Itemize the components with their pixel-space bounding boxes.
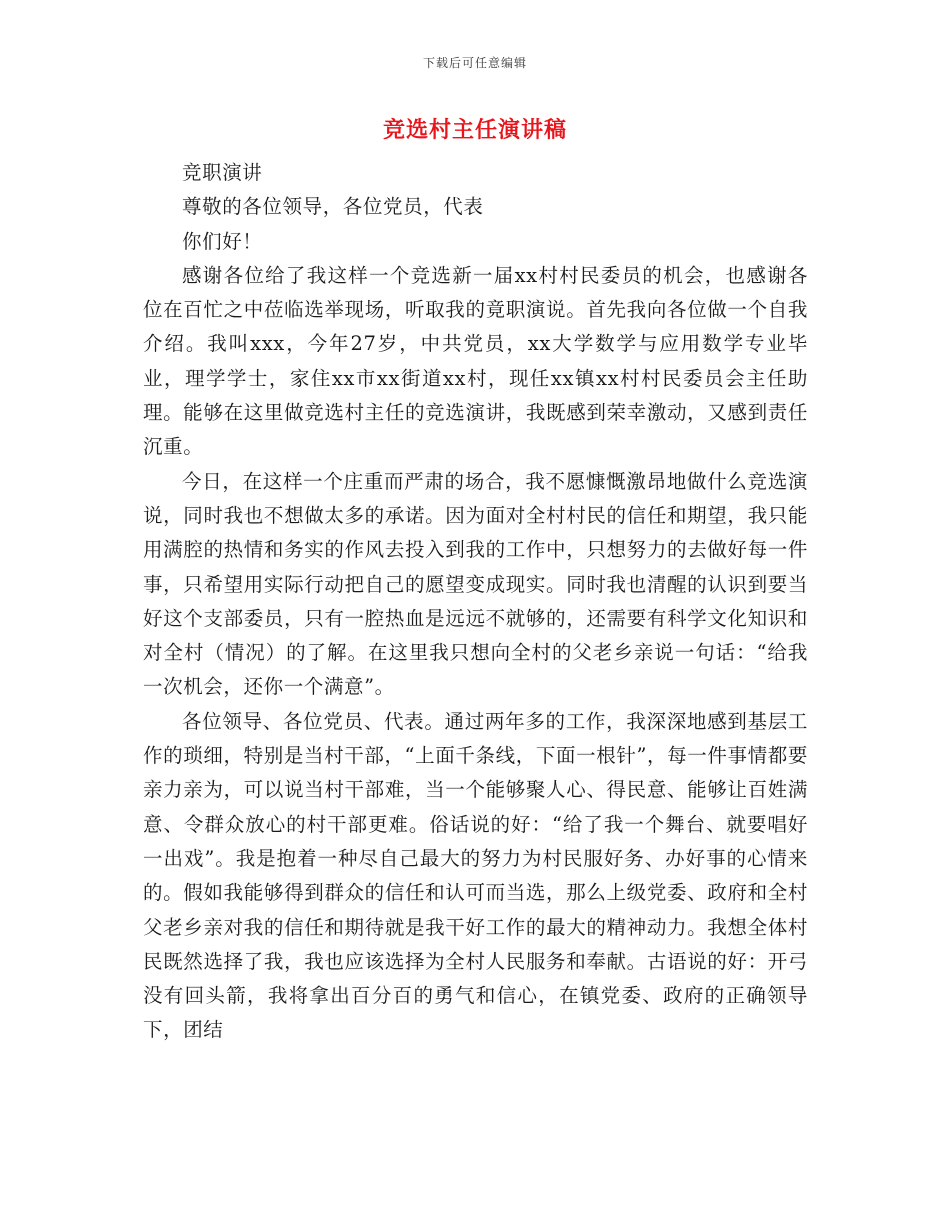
- paragraph-work-experience: 各位领导、各位党员、代表。通过两年多的工作，我深深地感到基层工作的琐细，特别是当村干部，“上面千条线，下面一根针”，每一件事情都要亲力亲为，可以说当村干部难，当一个能够聚人心、得民意、能够让百姓满意、令群众放心的村干部更难。俗话说的好：“给了我一个舞台、就要唱好一出戏”。我是抱着一种尽自己最大的努力为村民服好务、办好事的心情来的。假如我能够得到群众的信任和认可而当选，那么上级党委、政府和全村父老乡亲对我的信任和期待就是我干好工作的最大的精神动力。我想全体村民既然选择了我，我也应该选择为全村人民服务和奉献。古语说的好：开弓没有回头箭，我将拿出百分百的勇气和信心，在镇党委、政府的正确领导下，团结: [143, 709, 808, 1042]
- paragraph-salutation: 尊敬的各位领导，各位党员，代表: [182, 195, 484, 219]
- paragraph-greeting: 你们好！: [182, 229, 263, 253]
- header-note: 下载后可任意编辑: [422, 56, 527, 70]
- paragraph-commitment: 今日，在这样一个庄重而严肃的场合，我不愿慷慨激昂地做什么竞选演说，同时我也不想做太多的承诺。因为面对全村村民的信任和期望，我只能用满腔的热情和务实的作风去投入到我的工作中，只想努力的去做好每一件事，只希望用实际行动把自己的愿望变成现实。同时我也清醒的认识到要当好这个支部委员，只有一腔热血是远远不就够的，还需要有科学文化知识和对全村（情况）的了解。在这里我只想向全村的父老乡亲说一句话：“给我一次机会，还你一个满意”。: [143, 469, 808, 699]
- document-body: [143, 156, 808, 1048]
- paragraph-introduction: 感谢各位给了我这样一个竞选新一届xx村村民委员的机会，也感谢各位在百忙之中莅临选举现场，听取我的竟职演说。首先我向各位做一个自我介绍。我叫xxx，今年27岁，中共党员，xx大学数学与应用数学专业毕业，理学学士，家住xx市xx街道xx村，现任xx镇xx村村民委员会主任助理。能够在这里做竞选村主任的竞选演讲，我既感到荣幸激动，又感到责任沉重。: [143, 263, 808, 459]
- document-title: 竞选村主任演讲稿: [382, 117, 567, 143]
- paragraph-speech-type: 竞职演讲: [182, 161, 263, 184]
